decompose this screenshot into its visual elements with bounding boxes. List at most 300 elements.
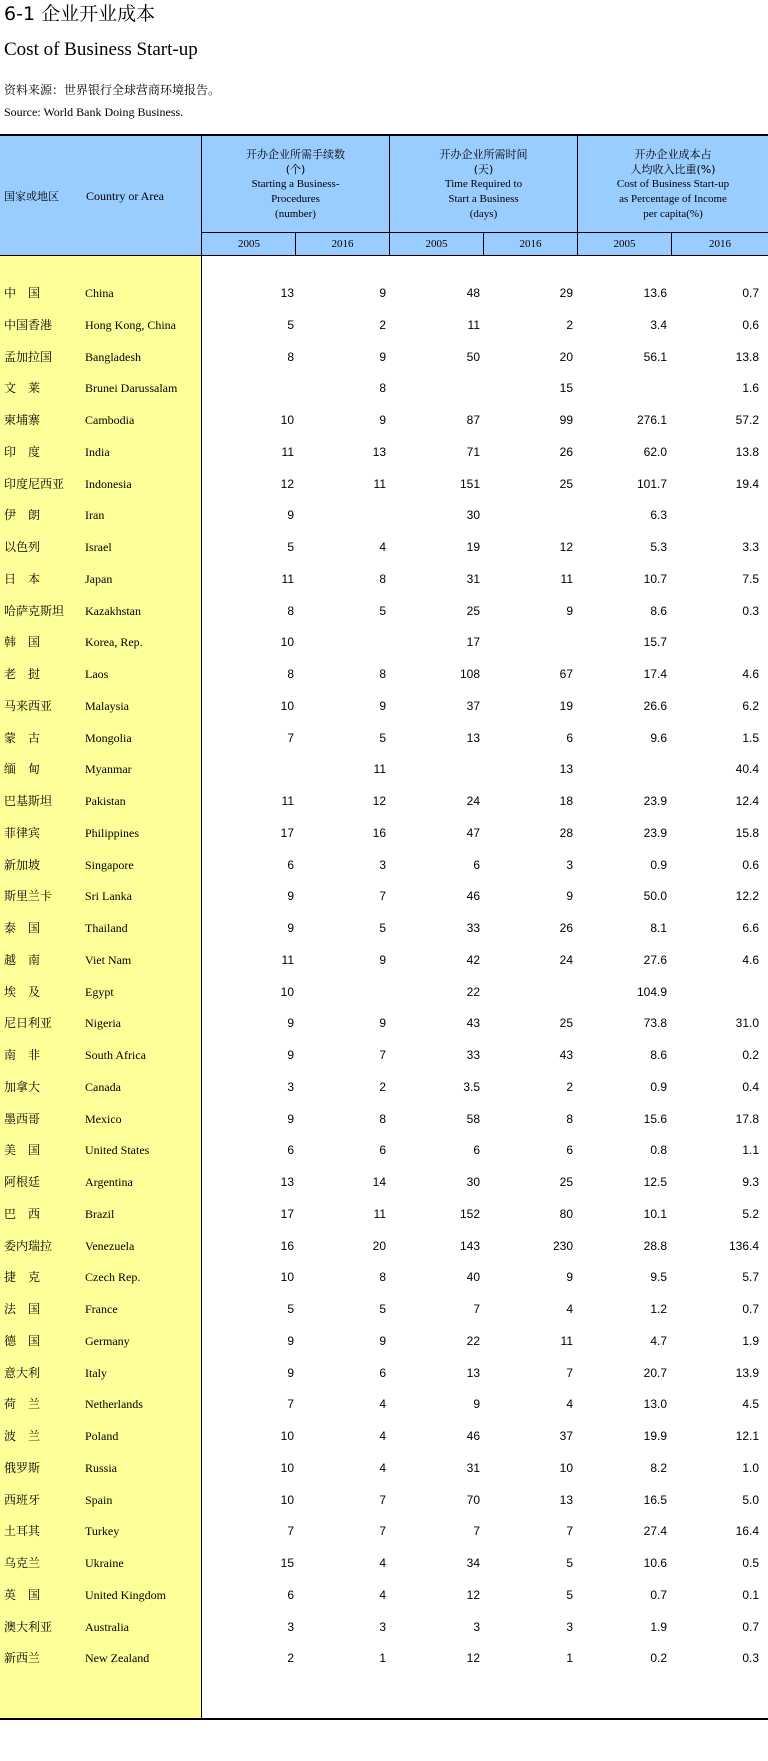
country-name-cn: 委内瑞拉 [4, 1238, 53, 1253]
value-cell: 4 [566, 1397, 573, 1412]
value-cell: 42 [466, 952, 480, 967]
value-cell: 11 [281, 952, 294, 967]
country-name-en: Iran [85, 508, 105, 523]
value-cell: 33 [466, 1048, 480, 1062]
value-cell: 152 [459, 1206, 480, 1221]
value-cell: 37 [559, 1429, 573, 1443]
table-row [0, 1045, 768, 1065]
table-row [0, 1553, 768, 1573]
value-cell: 15.8 [735, 825, 759, 840]
value-cell: 17 [466, 635, 480, 650]
value-cell: 0.5 [742, 1556, 759, 1570]
value-cell: 0.9 [650, 1079, 667, 1094]
table-row [0, 569, 768, 589]
value-cell: 7 [287, 1397, 294, 1412]
value-cell: 9 [287, 1016, 294, 1031]
country-name-cn: 法 国 [4, 1302, 41, 1316]
header-year-cell: 2005 [425, 237, 448, 250]
value-cell: 13 [372, 444, 386, 459]
country-name-cn: 中 国 [4, 286, 41, 300]
country-name-en: France [85, 1302, 118, 1316]
value-cell: 13.8 [735, 349, 759, 364]
value-cell: 16 [280, 1238, 294, 1253]
country-name-en: Australia [85, 1619, 129, 1634]
value-cell: 6 [287, 857, 294, 872]
value-cell: 5.7 [742, 1270, 759, 1285]
value-cell: 1 [379, 1651, 386, 1666]
table-title-en: Cost of Business Start-up [4, 39, 198, 60]
value-cell: 58 [466, 1111, 480, 1126]
value-cell: 276.1 [636, 413, 667, 427]
table-row [0, 474, 768, 494]
value-cell: 26.6 [643, 698, 667, 713]
value-cell: 10 [280, 984, 294, 999]
value-cell: 12.2 [735, 889, 759, 904]
value-cell: 9 [287, 1111, 294, 1126]
country-name-cn: 缅 甸 [4, 762, 41, 777]
value-cell: 5 [379, 730, 386, 745]
value-cell: 11 [560, 571, 573, 586]
value-cell: 13 [559, 762, 573, 777]
country-name-cn: 中国香港 [4, 317, 53, 332]
header-divider [671, 232, 672, 256]
value-cell: 20 [372, 1238, 386, 1253]
header-divider [483, 232, 484, 256]
value-cell: 8 [379, 1270, 386, 1285]
value-cell: 7 [379, 1048, 386, 1062]
value-cell: 4 [379, 1397, 386, 1412]
value-cell: 80 [559, 1206, 573, 1221]
value-cell: 9 [379, 413, 386, 427]
value-cell: 33 [466, 921, 480, 935]
value-cell: 0.6 [742, 317, 759, 332]
country-name-en: Pakistan [85, 794, 126, 808]
country-name-cn: 韩 国 [4, 635, 41, 650]
value-cell: 8 [287, 349, 294, 364]
table-row [0, 1204, 768, 1224]
value-cell: 12.4 [735, 794, 759, 808]
value-cell: 20.7 [643, 1365, 667, 1380]
value-cell: 3 [473, 1619, 480, 1634]
header-year-cell: 2005 [238, 237, 260, 250]
table-row [0, 1521, 768, 1541]
header-year-cell: 2016 [331, 237, 354, 250]
value-cell: 0.7 [742, 1302, 759, 1316]
country-name-cn: 英 国 [4, 1587, 41, 1602]
value-cell: 10 [280, 1460, 294, 1475]
value-cell: 136.4 [728, 1238, 759, 1253]
value-cell: 25 [559, 1016, 573, 1031]
country-name-en: Canada [85, 1079, 121, 1094]
country-name-en: Russia [85, 1460, 118, 1475]
value-cell: 8.2 [650, 1460, 667, 1475]
value-cell: 9.5 [650, 1270, 667, 1285]
value-cell: 10.6 [643, 1556, 667, 1570]
country-name-en: China [85, 286, 114, 300]
table-header [0, 136, 768, 256]
value-cell: 11 [281, 444, 294, 459]
value-cell: 3 [379, 857, 386, 872]
header-country-cn: 国家或地区 [4, 189, 59, 203]
value-cell: 17 [280, 1206, 294, 1221]
header-divider [201, 136, 202, 256]
value-cell: 4.6 [742, 952, 759, 967]
value-cell: 28 [559, 825, 573, 840]
value-cell: 5 [287, 540, 294, 554]
value-cell: 2 [379, 1079, 386, 1094]
country-name-en: Korea, Rep. [85, 635, 143, 650]
value-cell: 22 [466, 1333, 480, 1348]
value-cell: 10 [280, 1492, 294, 1507]
table-row [0, 537, 768, 557]
country-name-cn: 越 南 [4, 952, 41, 967]
country-name-en: Sri Lanka [85, 889, 132, 904]
country-name-cn: 巴基斯坦 [4, 794, 53, 808]
table-row [0, 1458, 768, 1478]
value-cell: 11 [281, 571, 294, 586]
value-cell: 6 [287, 1143, 294, 1158]
value-cell: 27.6 [643, 952, 667, 967]
country-name-cn: 蒙 古 [4, 730, 41, 745]
value-cell: 56.1 [643, 349, 667, 364]
value-cell: 7 [473, 1302, 480, 1316]
value-cell: 1.5 [742, 730, 759, 745]
value-cell: 9 [287, 508, 294, 523]
country-name-en: Argentina [85, 1175, 133, 1189]
value-cell: 11 [281, 794, 294, 808]
value-cell: 62.0 [643, 444, 667, 459]
value-cell: 8.6 [650, 1048, 667, 1062]
value-cell: 2 [566, 1079, 573, 1094]
value-cell: 0.7 [742, 286, 759, 300]
value-cell: 12 [559, 540, 573, 554]
value-cell: 5.3 [650, 540, 667, 554]
country-name-cn: 捷 克 [4, 1270, 41, 1285]
value-cell: 0.7 [742, 1619, 759, 1634]
country-name-en: Cambodia [85, 413, 135, 427]
value-cell: 19 [559, 698, 573, 713]
table-row [0, 982, 768, 1002]
value-cell: 5.0 [742, 1492, 759, 1507]
value-cell: 0.4 [742, 1079, 759, 1094]
value-cell: 2 [287, 1651, 294, 1666]
country-name-en: Thailand [85, 921, 128, 935]
value-cell: 15 [559, 381, 573, 396]
value-cell: 4.7 [650, 1333, 667, 1348]
value-cell: 15 [280, 1556, 294, 1570]
table-row [0, 696, 768, 716]
country-name-en: Turkey [85, 1524, 120, 1539]
header-divider [295, 232, 296, 256]
value-cell: 5 [566, 1587, 573, 1602]
value-cell: 27.4 [643, 1524, 667, 1539]
table-row [0, 1236, 768, 1256]
value-cell: 34 [466, 1556, 480, 1570]
value-cell: 28.8 [643, 1238, 667, 1253]
country-name-en: Indonesia [85, 476, 132, 491]
value-cell: 4.5 [742, 1397, 759, 1412]
table-row [0, 664, 768, 684]
value-cell: 1.9 [650, 1619, 667, 1634]
value-cell: 16.4 [735, 1524, 759, 1539]
value-cell: 143 [459, 1238, 480, 1253]
value-cell: 9 [287, 1365, 294, 1380]
value-cell: 10 [559, 1460, 573, 1475]
value-cell: 23.9 [643, 794, 667, 808]
value-cell: 40.4 [735, 762, 759, 777]
value-cell: 7.5 [742, 571, 759, 586]
value-cell: 70 [466, 1492, 480, 1507]
value-cell: 8 [287, 667, 294, 681]
country-name-cn: 西班牙 [4, 1492, 41, 1507]
country-name-cn: 乌克兰 [4, 1556, 41, 1570]
country-name-cn: 柬埔寨 [4, 413, 41, 427]
country-name-en: New Zealand [85, 1651, 150, 1666]
value-cell: 7 [287, 730, 294, 745]
table-row [0, 759, 768, 779]
value-cell: 9.6 [650, 730, 667, 745]
value-cell: 5 [287, 317, 294, 332]
value-cell: 43 [559, 1048, 573, 1062]
value-cell: 7 [473, 1524, 480, 1539]
country-name-cn: 荷 兰 [4, 1397, 41, 1412]
table-row [0, 601, 768, 621]
value-cell: 46 [466, 1429, 480, 1443]
value-cell: 5 [379, 603, 386, 618]
country-name-en: Bangladesh [85, 349, 141, 364]
value-cell: 15.7 [643, 635, 667, 650]
value-cell: 5 [379, 1302, 386, 1316]
value-cell: 12 [466, 1587, 480, 1602]
country-name-cn: 印度尼西亚 [4, 476, 65, 491]
country-name-cn: 意大利 [4, 1365, 41, 1380]
value-cell: 5.2 [742, 1206, 759, 1221]
value-cell: 9 [379, 1333, 386, 1348]
value-cell: 10 [280, 698, 294, 713]
value-cell: 4 [379, 1556, 386, 1570]
value-cell: 4 [379, 540, 386, 554]
country-name-en: Brunei Darussalam [85, 381, 178, 396]
country-name-en: Czech Rep. [85, 1270, 141, 1285]
value-cell: 9 [473, 1397, 480, 1412]
country-name-en: Italy [85, 1365, 107, 1380]
value-cell: 46 [466, 889, 480, 904]
table-row [0, 442, 768, 462]
value-cell: 5 [566, 1556, 573, 1570]
value-cell: 108 [459, 667, 480, 681]
value-cell: 3.4 [650, 317, 667, 332]
country-name-en: Spain [85, 1492, 113, 1507]
country-name-cn: 新西兰 [4, 1651, 41, 1666]
value-cell: 7 [379, 889, 386, 904]
value-cell: 9 [379, 349, 386, 364]
value-cell: 10 [280, 1270, 294, 1285]
value-cell: 13 [466, 1365, 480, 1380]
value-cell: 230 [552, 1238, 573, 1253]
value-cell: 4 [379, 1429, 386, 1443]
value-cell: 12.5 [643, 1175, 667, 1189]
country-name-en: Ukraine [85, 1556, 124, 1570]
table-row [0, 1013, 768, 1033]
table-row [0, 1363, 768, 1383]
value-cell: 3 [379, 1619, 386, 1634]
value-cell: 30 [466, 1175, 480, 1189]
country-name-cn: 美 国 [4, 1143, 41, 1158]
value-cell: 11 [467, 317, 480, 332]
country-name-cn: 埃 及 [4, 984, 41, 999]
value-cell: 17.4 [643, 667, 667, 681]
value-cell: 6 [379, 1365, 386, 1380]
country-name-en: Malaysia [85, 698, 129, 713]
value-cell: 0.8 [650, 1143, 667, 1158]
value-cell: 11 [373, 1206, 386, 1221]
value-cell: 13.9 [735, 1365, 759, 1380]
table-row [0, 315, 768, 335]
value-cell: 104.9 [636, 984, 667, 999]
value-cell: 8.6 [650, 603, 667, 618]
value-cell: 0.3 [742, 603, 759, 618]
country-name-cn: 阿根廷 [4, 1175, 41, 1189]
value-cell: 8 [379, 571, 386, 586]
value-cell: 43 [466, 1016, 480, 1031]
value-cell: 13.0 [643, 1397, 667, 1412]
header-year-cell: 2005 [613, 237, 636, 250]
value-cell: 25 [559, 476, 573, 491]
value-cell: 9 [287, 921, 294, 935]
value-cell: 2 [379, 317, 386, 332]
value-cell: 24 [466, 794, 480, 808]
value-cell: 67 [559, 667, 573, 681]
country-name-en: Viet Nam [85, 952, 132, 967]
table-row [0, 728, 768, 748]
table-row [0, 1648, 768, 1668]
country-name-cn: 巴 西 [4, 1206, 41, 1221]
value-cell: 12 [372, 794, 386, 808]
value-cell: 10 [280, 413, 294, 427]
table-row [0, 1172, 768, 1192]
value-cell: 9.3 [742, 1175, 759, 1189]
value-cell: 30 [466, 508, 480, 523]
table-row [0, 855, 768, 875]
table-row [0, 950, 768, 970]
value-cell: 13.6 [643, 286, 667, 300]
table-row [0, 1109, 768, 1129]
value-cell: 9 [379, 1016, 386, 1031]
value-cell: 87 [466, 413, 480, 427]
table-row [0, 1394, 768, 1414]
value-cell: 8.1 [650, 921, 667, 935]
country-name-cn: 孟加拉国 [4, 349, 53, 364]
value-cell: 0.1 [742, 1587, 759, 1602]
value-cell: 6 [566, 1143, 573, 1158]
value-cell: 24 [559, 952, 573, 967]
value-cell: 3.3 [742, 540, 759, 554]
table-row [0, 505, 768, 525]
value-cell: 10 [280, 1429, 294, 1443]
table-row [0, 283, 768, 303]
table-row [0, 918, 768, 938]
value-cell: 31.0 [735, 1016, 759, 1031]
value-cell: 7 [379, 1524, 386, 1539]
value-cell: 7 [379, 1492, 386, 1507]
value-cell: 22 [466, 984, 480, 999]
header-group-procedures: 开办企业所需手续数 (个) Starting a Business- Procedures (number) [246, 147, 345, 220]
value-cell: 13 [280, 286, 294, 300]
value-cell: 7 [287, 1524, 294, 1539]
value-cell: 19.4 [735, 476, 759, 491]
table-bottom-rule [0, 1718, 768, 1720]
value-cell: 14 [372, 1175, 386, 1189]
value-cell: 6 [473, 1143, 480, 1158]
value-cell: 26 [559, 444, 573, 459]
value-cell: 16.5 [643, 1492, 667, 1507]
value-cell: 9 [379, 698, 386, 713]
country-name-cn: 印 度 [4, 444, 41, 459]
country-name-en: Israel [85, 540, 112, 554]
value-cell: 13 [280, 1175, 294, 1189]
table-row [0, 1490, 768, 1510]
source-note-en: Source: World Bank Doing Business. [4, 105, 184, 119]
value-cell: 3 [566, 1619, 573, 1634]
country-name-en: Singapore [85, 857, 134, 872]
country-name-en: Laos [85, 667, 109, 681]
value-cell: 47 [466, 825, 480, 840]
country-name-cn: 德 国 [4, 1333, 41, 1348]
country-name-cn: 墨西哥 [4, 1111, 41, 1126]
header-divider [577, 136, 578, 256]
header-group-time: 开办企业所需时间 (天) Time Required to Start a Business (days) [439, 147, 528, 220]
table-row [0, 1617, 768, 1637]
value-cell: 151 [459, 476, 480, 491]
value-cell: 20 [559, 349, 573, 364]
table-row [0, 1299, 768, 1319]
country-name-en: South Africa [85, 1048, 146, 1062]
country-name-en: Brazil [85, 1206, 115, 1221]
table-row [0, 1331, 768, 1351]
table-row [0, 378, 768, 398]
value-cell: 0.2 [650, 1651, 667, 1666]
value-cell: 6 [379, 1143, 386, 1158]
value-cell: 13.8 [735, 444, 759, 459]
country-name-cn: 日 本 [4, 571, 41, 586]
value-cell: 5 [379, 921, 386, 935]
value-cell: 48 [466, 286, 480, 300]
value-cell: 9 [379, 286, 386, 300]
value-cell: 9 [287, 1048, 294, 1062]
table-title-cn: 6-1 企业开业成本 [4, 3, 156, 25]
value-cell: 1.9 [742, 1333, 759, 1348]
value-cell: 99 [559, 413, 573, 427]
value-cell: 17 [280, 825, 294, 840]
value-cell: 15.6 [643, 1111, 667, 1126]
value-cell: 12.1 [735, 1429, 759, 1443]
value-cell: 6.2 [742, 698, 759, 713]
value-cell: 9 [566, 1270, 573, 1285]
value-cell: 19 [466, 540, 480, 554]
value-cell: 9 [379, 952, 386, 967]
country-name-en: Germany [85, 1333, 130, 1348]
value-cell: 16 [372, 825, 386, 840]
value-cell: 6.3 [650, 508, 667, 523]
country-name-en: Netherlands [85, 1397, 143, 1412]
header-year-cell: 2016 [519, 237, 542, 250]
country-name-en: United Kingdom [85, 1587, 166, 1602]
value-cell: 9 [566, 889, 573, 904]
value-cell: 0.3 [742, 1651, 759, 1666]
table-row [0, 886, 768, 906]
header-year-cell: 2016 [709, 237, 731, 250]
country-name-en: Hong Kong, China [85, 317, 176, 332]
